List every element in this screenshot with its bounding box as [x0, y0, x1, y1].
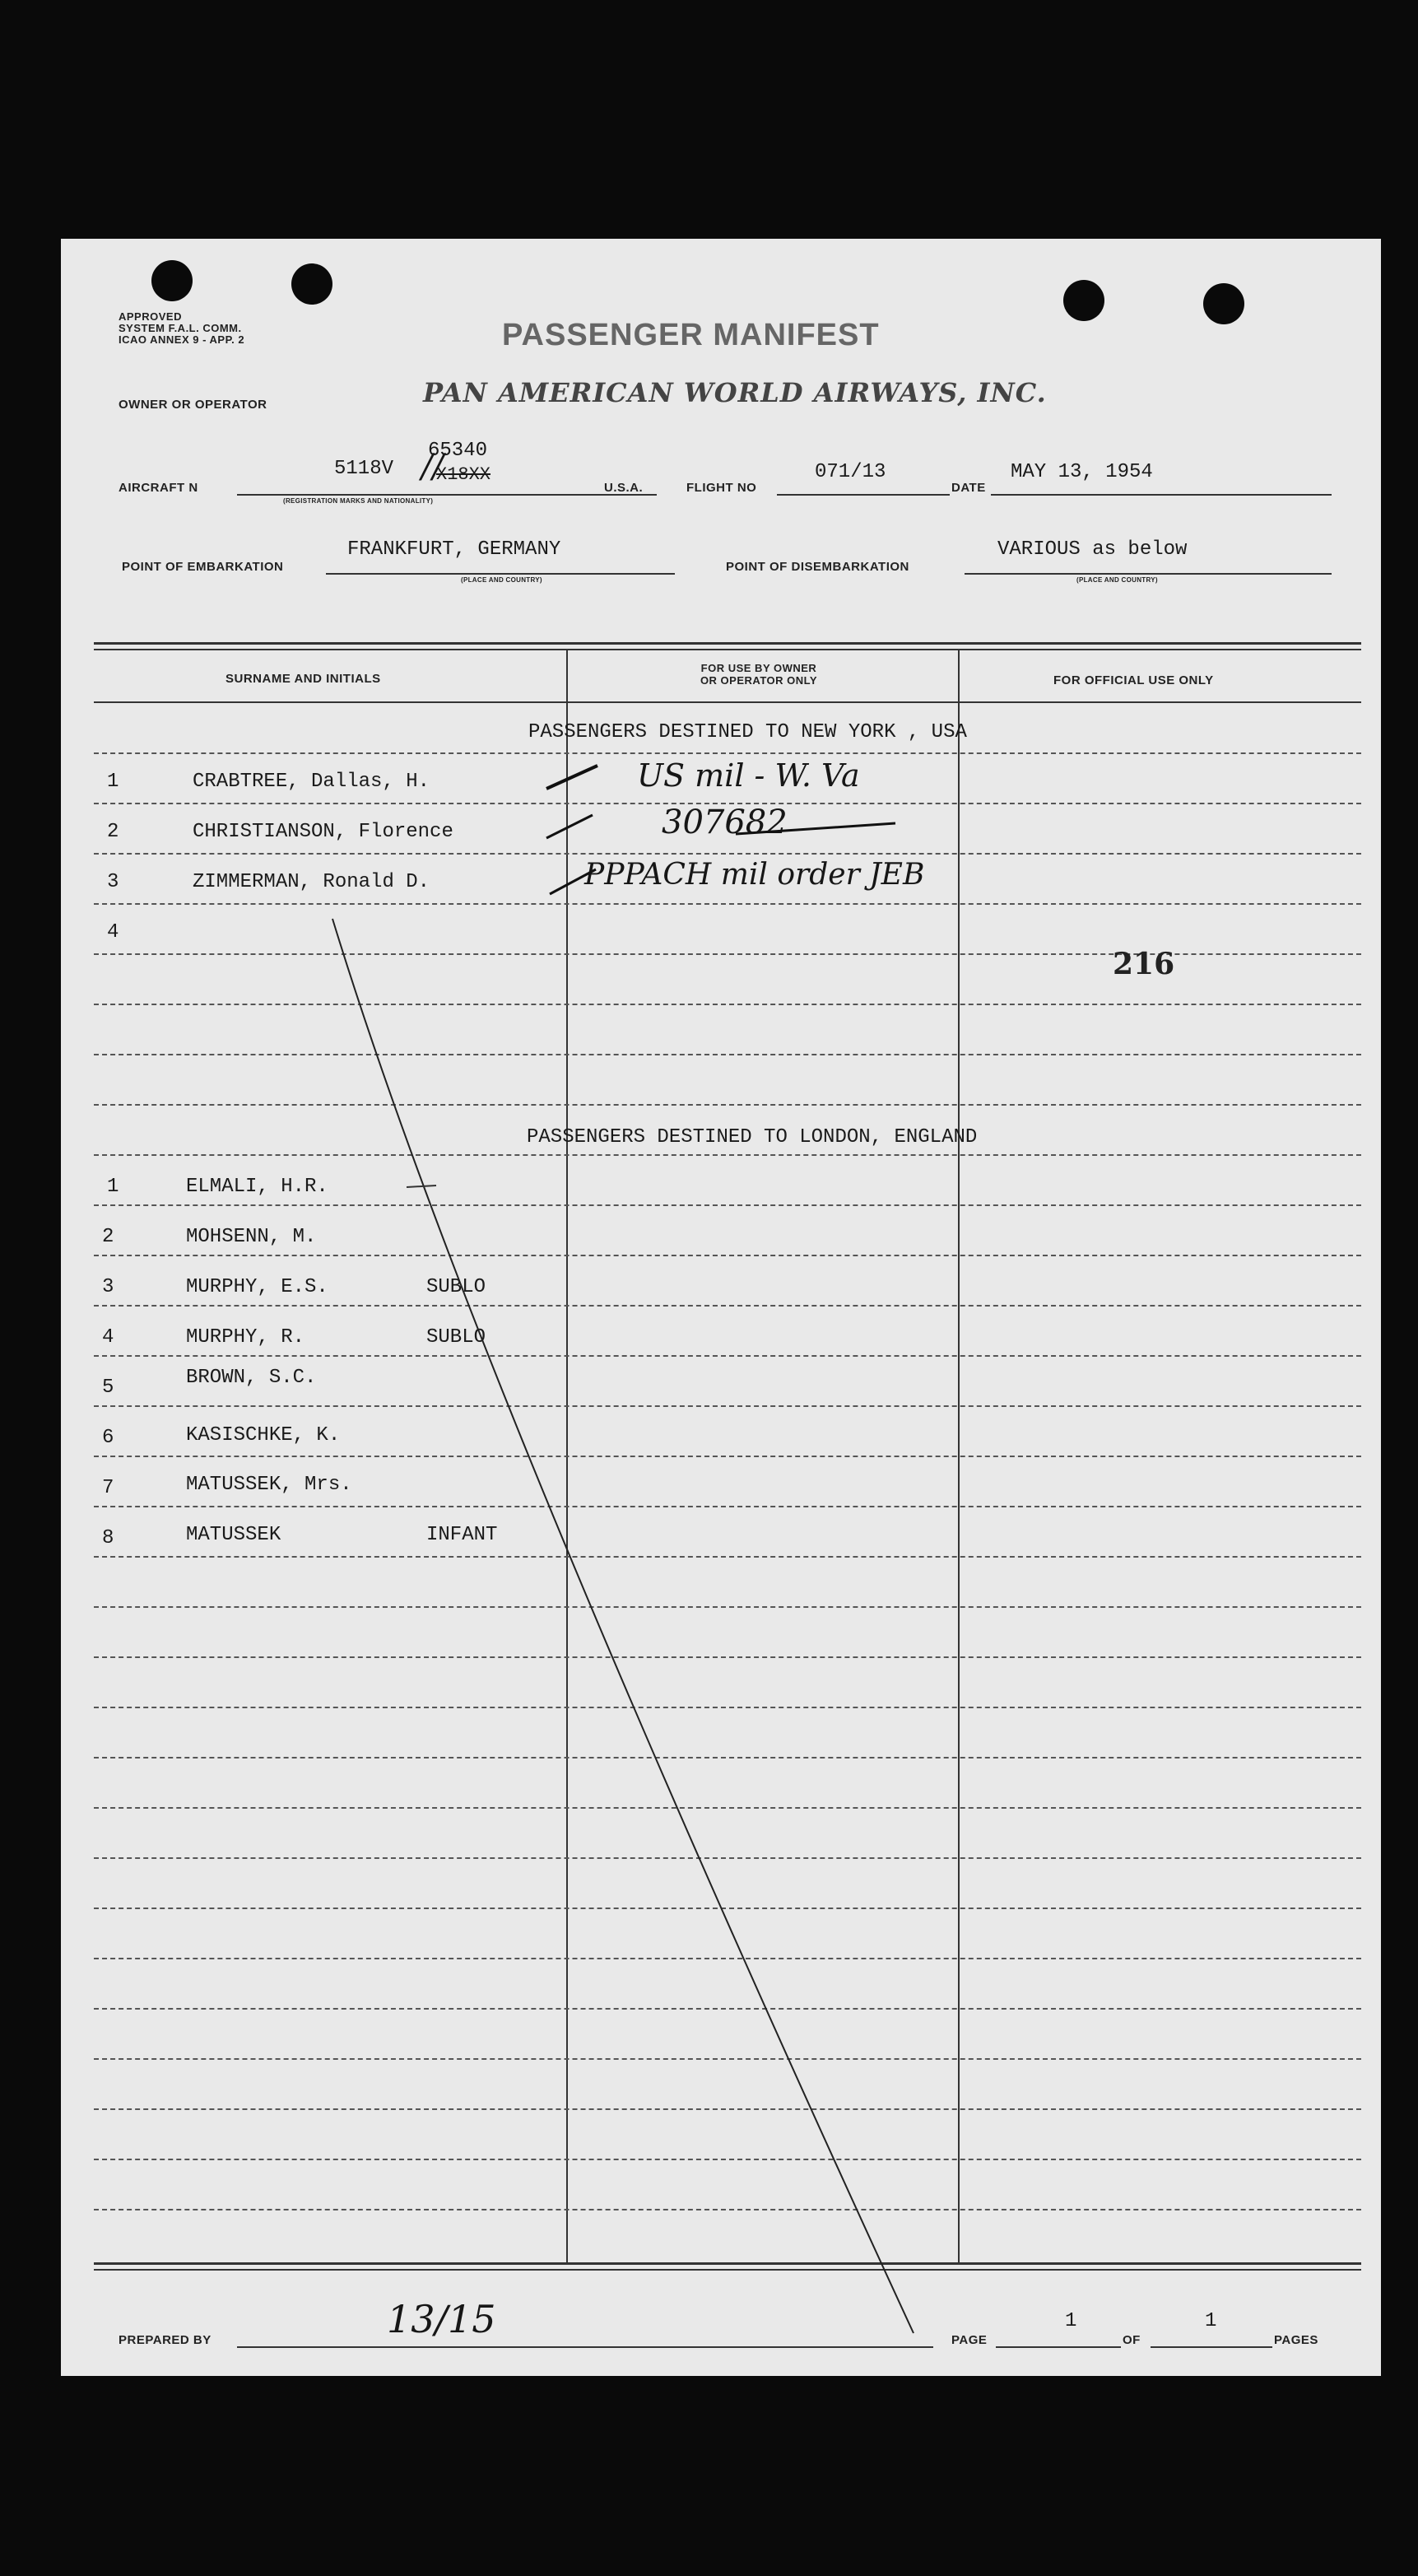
- flight-date: MAY 13, 1954: [1011, 461, 1153, 483]
- aircraft-registration: 5118V: [334, 458, 394, 480]
- passenger-name: MURPHY, R.: [186, 1326, 305, 1349]
- section-heading-new-york: PASSENGERS DESTINED TO NEW YORK , USA: [528, 721, 967, 743]
- passenger-remark: SUBLO: [426, 1276, 486, 1298]
- approval-line: ICAO ANNEX 9 - APP. 2: [119, 333, 245, 346]
- col-header-owner-use-line: OR OPERATOR ONLY: [700, 674, 818, 687]
- aircraft-struck-number: X18XX: [436, 464, 491, 485]
- row-number: 4: [102, 1326, 114, 1349]
- col-header-owner-use-line: FOR USE BY OWNER: [700, 662, 817, 674]
- passenger-name: CHRISTIANSON, Florence: [193, 821, 453, 843]
- manifest-sheet: [61, 239, 1381, 2376]
- prepared-by-label: PREPARED BY: [119, 2333, 212, 2347]
- handwritten-strokes: [61, 239, 1381, 2376]
- disembarkation-value: VARIOUS as below: [997, 538, 1188, 561]
- page-number: 1: [1065, 2310, 1077, 2332]
- passenger-name: ZIMMERMAN, Ronald D.: [193, 871, 430, 893]
- pages-label: PAGES: [1274, 2333, 1318, 2347]
- passenger-name: ELMALI, H.R.: [186, 1176, 328, 1198]
- handwritten-slash: //: [421, 448, 444, 486]
- row-number: 5: [102, 1377, 114, 1399]
- of-label: OF: [1123, 2333, 1141, 2347]
- airline-logo: PAN AMERICAN WORLD AIRWAYS, INC.: [423, 377, 1047, 408]
- passenger-name: MOHSENN, M.: [186, 1226, 317, 1248]
- row-number: 4: [107, 921, 119, 943]
- passenger-name: MURPHY, E.S.: [186, 1276, 328, 1298]
- row-number: 3: [107, 871, 119, 893]
- row-number: 7: [102, 1477, 114, 1499]
- disembarkation-label: POINT OF DISEMBARKATION: [726, 560, 909, 574]
- official-stamp-number: 216: [1113, 947, 1175, 981]
- passenger-name: MATUSSEK, Mrs.: [186, 1474, 352, 1496]
- flight-label: FLIGHT NO: [686, 481, 757, 495]
- passenger-name: BROWN, S.C.: [186, 1367, 317, 1389]
- passenger-remark: INFANT: [426, 1524, 498, 1546]
- approval-line: SYSTEM F.A.L. COMM.: [119, 322, 242, 334]
- row-number: 1: [107, 771, 119, 793]
- passenger-name: KASISCHKE, K.: [186, 1424, 341, 1446]
- row-number: 2: [107, 821, 119, 843]
- row-number: 3: [102, 1276, 114, 1298]
- row-number: 8: [102, 1527, 114, 1549]
- embarkation-value: FRANKFURT, GERMANY: [347, 538, 561, 561]
- passenger-name: MATUSSEK: [186, 1524, 281, 1546]
- page-label: PAGE: [951, 2333, 988, 2347]
- flight-number: 071/13: [815, 461, 886, 483]
- passenger-name: CRABTREE, Dallas, H.: [193, 771, 430, 793]
- disembarkation-sublabel: (PLACE AND COUNTRY): [1076, 576, 1158, 584]
- embarkation-sublabel: (PLACE AND COUNTRY): [461, 576, 542, 584]
- aircraft-handwritten-number: 65340: [428, 440, 488, 462]
- handwritten-owner-note: 307682: [662, 804, 788, 841]
- row-number: 6: [102, 1427, 114, 1449]
- col-header-surname: SURNAME AND INITIALS: [225, 672, 381, 686]
- aircraft-sublabel: (REGISTRATION MARKS AND NATIONALITY): [283, 497, 434, 505]
- passenger-remark: SUBLO: [426, 1326, 486, 1349]
- date-label: DATE: [951, 481, 986, 495]
- usa-label: U.S.A.: [604, 481, 644, 495]
- row-number: 2: [102, 1226, 114, 1248]
- row-number: 1: [107, 1176, 119, 1198]
- approval-line: APPROVED: [119, 310, 182, 323]
- handwritten-owner-note: US mil - W. Va: [637, 757, 860, 794]
- col-header-official: FOR OFFICIAL USE ONLY: [1053, 673, 1214, 687]
- aircraft-label: AIRCRAFT N: [119, 481, 198, 495]
- prepared-by-value: 13/15: [387, 2297, 496, 2341]
- page-count: 1: [1205, 2310, 1217, 2332]
- embarkation-label: POINT OF EMBARKATION: [122, 560, 284, 574]
- handwritten-owner-note: PPPACH mil order JEB: [584, 858, 925, 892]
- section-heading-london: PASSENGERS DESTINED TO LONDON, ENGLAND: [527, 1126, 978, 1148]
- owner-label: OWNER OR OPERATOR: [119, 398, 267, 412]
- manifest-title: PASSENGER MANIFEST: [502, 318, 880, 352]
